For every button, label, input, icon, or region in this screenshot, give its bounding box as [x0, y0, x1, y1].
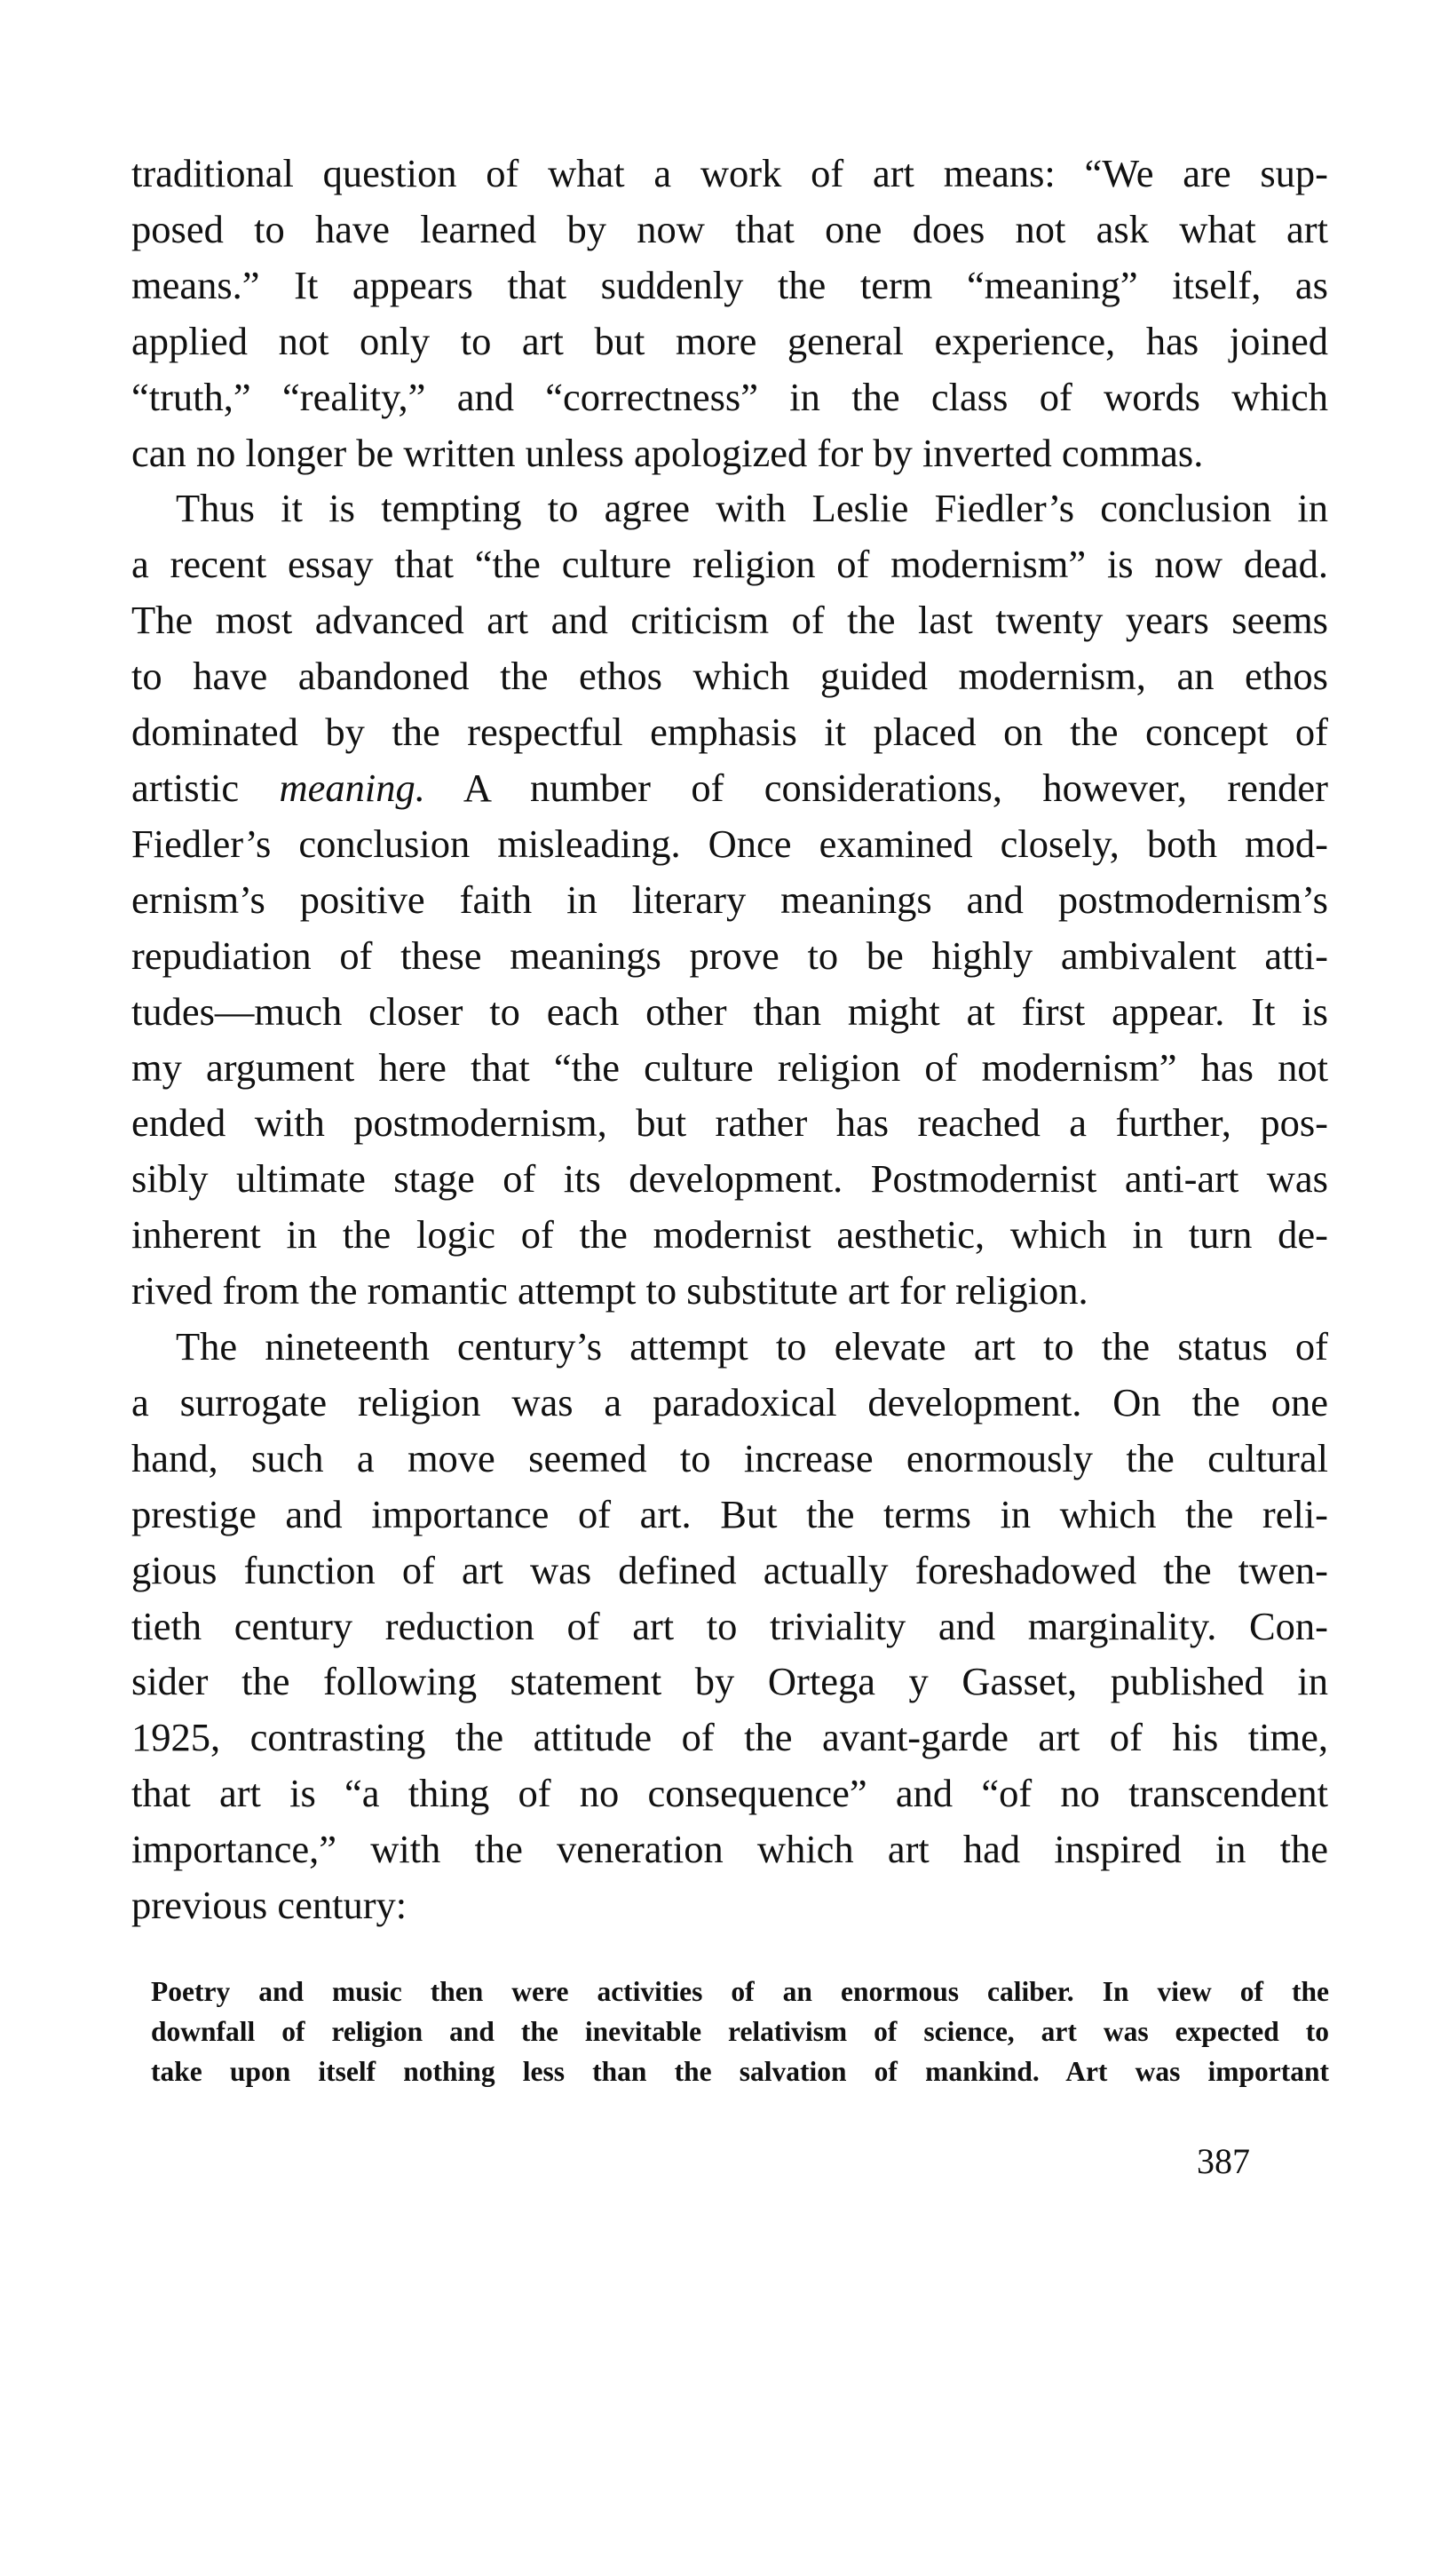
text-line: a recent essay that “the culture religion of modernism” is now dead.: [131, 542, 1328, 587]
text-line: to have abandoned the ethos which guided modernism, an ethos: [131, 654, 1328, 699]
text-line: ended with postmodernism, but rather has reached a further, pos-: [131, 1100, 1328, 1146]
body-text: [131, 146, 1328, 1933]
text-line: a surrogate religion was a paradoxical development. On the one: [131, 1379, 1328, 1424]
text-segment: artistic: [131, 765, 240, 810]
text-line: sider the following statement by Ortega y Gasset, published in: [131, 1659, 1328, 1704]
text-line: hand, such a move seemed to increase enormously the cultural: [131, 1435, 1328, 1480]
text-line: previous century:: [131, 1883, 408, 1928]
page-number: 387: [1197, 2141, 1250, 2181]
text-line: can no longer be written unless apologized for by inverted commas.: [131, 430, 1204, 475]
text-line: prestige and importance of art. But the terms in which the reli-: [131, 1491, 1328, 1536]
text-line: applied not only to art but more general experience, has joined: [131, 318, 1328, 363]
text-line: posed to have learned by now that one does not ask what art: [131, 206, 1328, 251]
text-line: my argument here that “the culture religion of modernism” has not: [131, 1044, 1328, 1090]
text-line: importance,” with the veneration which art had inspired in the: [131, 1827, 1328, 1872]
text-line: Thus it is tempting to agree with Leslie Fiedler’s conclusion in: [176, 486, 1328, 531]
text-line: ernism’s positive faith in literary meanings and postmodernism’s: [131, 877, 1328, 922]
text-segment: A number of considerations, however, render: [463, 765, 1328, 810]
italic-word: meaning.: [279, 765, 425, 810]
text-line-mixed: [131, 760, 1328, 816]
text-line: Fiedler’s conclusion misleading. Once examined closely, both mod-: [131, 821, 1328, 866]
text-line: The nineteenth century’s attempt to elevate art to the status of: [176, 1324, 1328, 1369]
text-line: tudes—much closer to each other than might at first appear. It is: [131, 988, 1328, 1034]
quote-line: Poetry and music then were activities of an enormous caliber. In view of the: [151, 1976, 1329, 2007]
text-line: gious function of art was defined actually foreshadowed the twen-: [131, 1547, 1328, 1592]
text-line: sibly ultimate stage of its development. Postmodernist anti-art was: [131, 1156, 1328, 1202]
text-line: traditional question of what a work of art means: “We are sup-: [131, 151, 1328, 195]
quote-line: downfall of religion and the inevitable relativism of science, art was expected to: [151, 2016, 1329, 2047]
text-line: repudiation of these meanings prove to be highly ambivalent atti-: [131, 932, 1328, 978]
text-line: that art is “a thing of no consequence” and “of no transcendent: [131, 1771, 1328, 1816]
text-line: “truth,” “reality,” and “correctness” in the class of words which: [131, 374, 1328, 419]
text-line: rived from the romantic attempt to substitute art for religion.: [131, 1268, 1088, 1313]
block-quote: [151, 1972, 1329, 2091]
quote-line: take upon itself nothing less than the salvation of mankind. Art was important: [151, 2056, 1329, 2087]
text-line: inherent in the logic of the modernist aesthetic, which in turn de-: [131, 1212, 1328, 1258]
text-line: 1925, contrasting the attitude of the avant-garde art of his time,: [131, 1715, 1328, 1760]
text-line: The most advanced art and criticism of the last twenty years seems: [131, 598, 1328, 643]
text-line: means.” It appears that suddenly the term “meaning” itself, as: [131, 262, 1328, 307]
text-line: dominated by the respectful emphasis it placed on the concept of: [131, 710, 1328, 755]
text-line: tieth century reduction of art to triviality and marginality. Con-: [131, 1603, 1328, 1648]
